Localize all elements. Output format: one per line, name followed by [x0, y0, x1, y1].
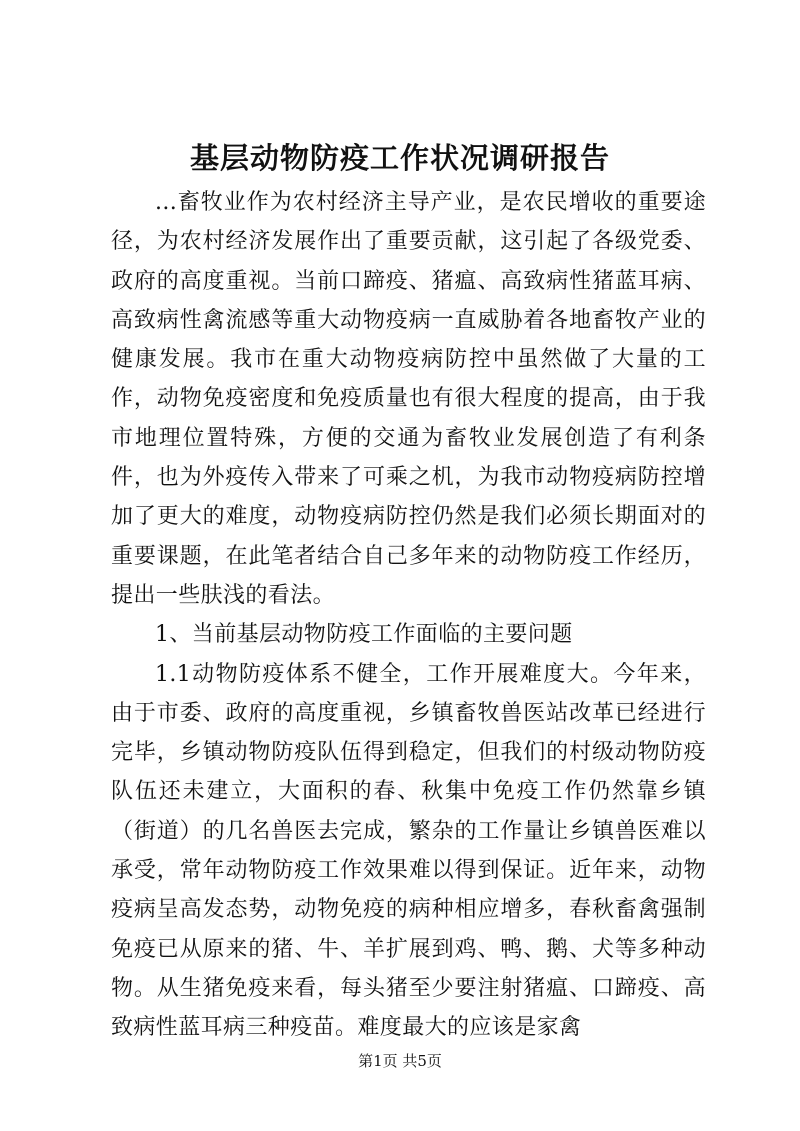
paragraph-intro: ...畜牧业作为农村经济主导产业，是农民增收的重要途径，为农村经济发展作出了重要贡献，这引起了各级党委、政府的高度重视。当前口蹄疫、猪瘟、高致病性猪蓝耳病、高致病性禽流感等重大动物疫病一直威胁着各地畜牧产业的健康发展。我市在重大动物疫病防控中虽然做了大量的工作，动物免疫密度和免疫质量也有很大程度的提高，由于我市地理位置特殊，方便的交通为畜牧业发展创造了有利条件，也为外疫传入带来了可乘之机，为我市动物疫病防控增加了更大的难度，动物疫病防控仍然是我们必须长期面对的重要课题，在此笔者结合自己多年来的动物防疫工作经历，提出一些肤浅的看法。: [111, 190, 706, 608]
paragraph-section-1-1: 1.1动物防疫体系不健全，工作开展难度大。今年来，由于市委、政府的高度重视，乡镇畜牧兽医站改革已经进行完毕，乡镇动物防疫队伍得到稳定，但我们的村级动物防疫队伍还未建立，大面积的春、秋集中免疫工作仍然靠乡镇（街道）的几名兽医去完成，繁杂的工作量让乡镇兽医难以承受，常年动物防疫工作效果难以得到保证。近年来，动物疫病呈高发态势，动物免疫的病种相应增多，春秋畜禽强制免疫已从原来的猪、牛、羊扩展到鸡、鸭、鹅、犬等多种动物。从生猪免疫来看，每头猪至少要注射猪瘟、口蹄疫、高致病性蓝耳病三种疫苗。难度最大的应该是家禽: [111, 661, 706, 1041]
page-title: 基层动物防疫工作状况调研报告: [189, 141, 610, 175]
section-heading: 1、当前基层动物防疫工作面临的主要问题: [155, 622, 573, 648]
page-footer: 第1页 共5页: [358, 1052, 442, 1070]
document-body: [111, 183, 706, 1048]
